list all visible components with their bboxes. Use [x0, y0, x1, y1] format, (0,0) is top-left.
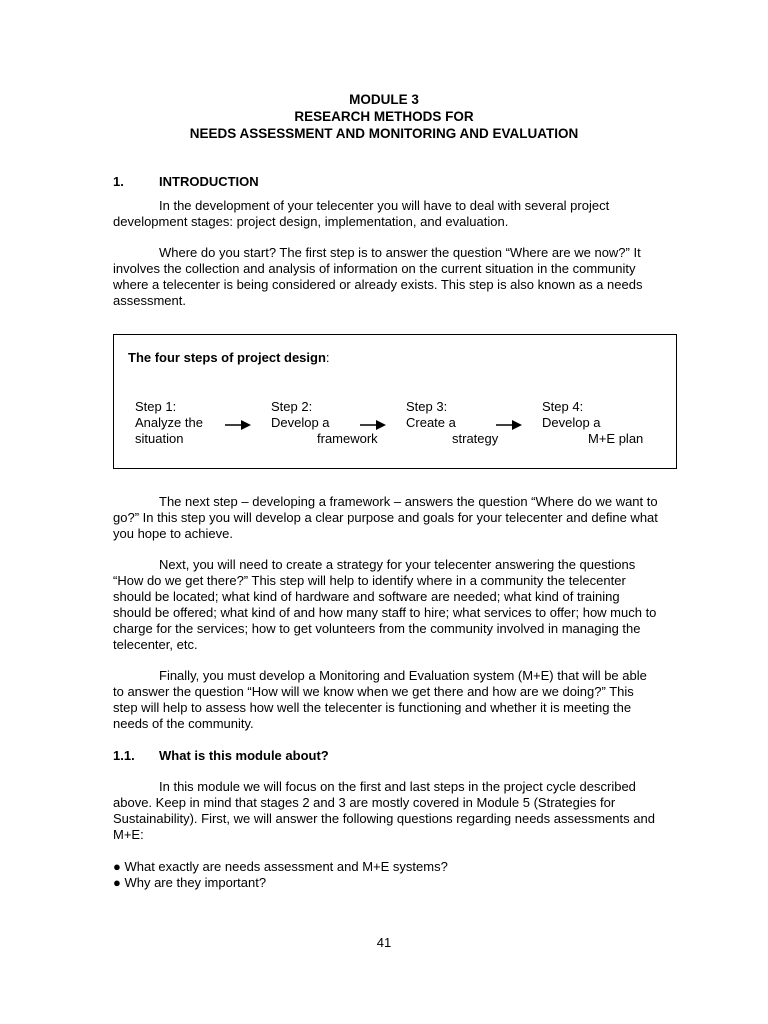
- section-heading-introduction: [113, 174, 259, 190]
- question-list: [113, 859, 658, 891]
- step-line: M+E plan: [588, 431, 644, 446]
- strategy-paragraph: Next, you will need to create a strategy for your telecenter answering the questions “How do we get there?” This step will help to identify where in a community the telecenter should be located; what kind of hardware and software are needed; what kind of training should be offered; what kind of and how many staff to hire; what services to offer; how much to charge for the services; how to get volunteers from the community involved in managing the telecenter, etc.: [113, 557, 657, 652]
- step-4: [542, 399, 654, 447]
- module-about-paragraph: In this module we will focus on the first and last steps in the project cycle described above. Keep in mind that stages 2 and 3 are mostly covered in Module 5 (Strategies for Sustainability). First, we will answer the following questions regarding needs assessments and M+E:: [113, 779, 655, 842]
- step-line: framework: [317, 431, 378, 446]
- title-line-1: MODULE 3: [349, 92, 419, 107]
- step-line: strategy: [452, 431, 499, 446]
- project-design-steps-diagram: [113, 334, 677, 469]
- step-label: Step 3:: [406, 399, 448, 414]
- framework-paragraph: The next step – developing a framework – answers the question “Where do we want to go?” In this step you will develop a clear purpose and goals for your telecenter and define what you hope to achieve.: [113, 494, 658, 541]
- step-line: Create a: [406, 415, 456, 430]
- diagram-title: The four steps of project design:: [128, 350, 330, 365]
- step-label: Step 1:: [135, 399, 177, 414]
- step-label: Step 2:: [271, 399, 313, 414]
- list-item: ● What exactly are needs assessment and M+E systems?: [113, 859, 448, 874]
- title-line-3: NEEDS ASSESSMENT AND MONITORING AND EVALUATION: [189, 126, 579, 141]
- section-number: 1.: [113, 174, 124, 189]
- title-line-2: RESEARCH METHODS FOR: [294, 109, 474, 124]
- page-number: 41: [376, 935, 392, 950]
- list-item: ● Why are they important?: [113, 875, 267, 890]
- step-label: Step 4:: [542, 399, 584, 414]
- step-line: Develop a: [271, 415, 330, 430]
- section-number: 1.1.: [113, 748, 135, 763]
- section-title: What is this module about?: [159, 748, 329, 763]
- step-line: situation: [135, 431, 184, 446]
- intro-paragraph-2: Where do you start? The first step is to answer the question “Where are we now?” It involves the collection and analysis of information on the current situation in the community where a telecenter is being considered or already exists. This step is also known as a needs assessment.: [113, 245, 643, 308]
- arrow-right-icon: [360, 420, 386, 430]
- intro-paragraph-1: In the development of your telecenter you will have to deal with several project development stages: project design, implementation, and evaluation.: [113, 198, 610, 229]
- step-line: Develop a: [542, 415, 601, 430]
- module-title: [0, 91, 768, 142]
- arrow-right-icon: [225, 420, 251, 430]
- step-line: Analyze the: [135, 415, 203, 430]
- section-heading-module-about: [113, 748, 329, 764]
- section-title: INTRODUCTION: [159, 174, 259, 189]
- arrow-right-icon: [496, 420, 522, 430]
- monitoring-paragraph: Finally, you must develop a Monitoring and Evaluation system (M+E) that will be able to answer the question “How will we know when we get there and how are we doing?” This step will help to assess how well the telecenter is functioning and whether it is meeting the needs of the community.: [113, 668, 647, 731]
